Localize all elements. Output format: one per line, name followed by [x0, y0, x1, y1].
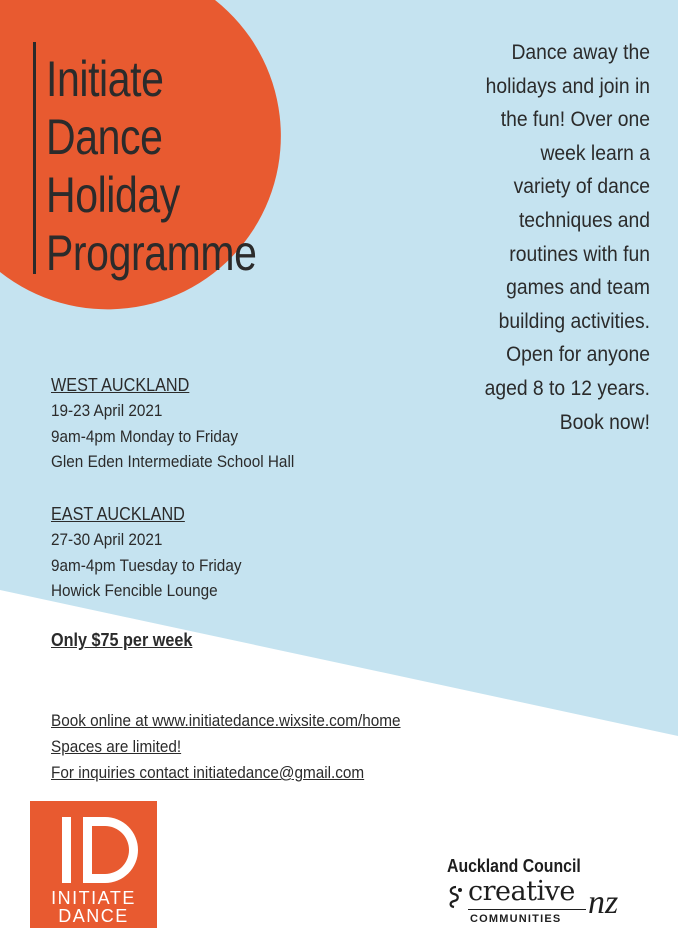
logo-text-line-1: INITIATE	[51, 888, 136, 908]
description-line: variety of dance	[513, 175, 650, 199]
title-accent-bar	[33, 42, 36, 274]
inquiries-email-link[interactable]: For inquiries contact initiatedance@gmail.com	[51, 763, 365, 782]
contact-info	[51, 708, 401, 786]
description-line: holidays and join in	[485, 74, 650, 98]
description-line: Dance away the	[511, 41, 650, 64]
description-line: techniques and	[518, 208, 650, 232]
west-dates: 19-23 April 2021	[51, 401, 163, 420]
east-auckland-section	[51, 501, 241, 604]
id-logo-mark	[50, 815, 140, 885]
description-line: building activities.	[498, 309, 650, 333]
east-venue: Howick Fencible Lounge	[51, 581, 218, 600]
title-line-1: Initiate	[46, 51, 164, 107]
title-line-4: Programme	[46, 225, 257, 281]
east-hours: 9am-4pm Tuesday to Friday	[51, 555, 242, 575]
east-heading: EAST AUCKLAND	[51, 504, 185, 524]
initiate-dance-logo	[30, 801, 157, 928]
description-line: games and team	[506, 276, 650, 300]
nz-wordmark: nz	[588, 884, 619, 921]
west-auckland-section	[51, 372, 294, 475]
description-line: aged 8 to 12 years.	[484, 376, 650, 400]
description-line: routines with fun	[509, 242, 650, 266]
logo-text-line-2: DANCE	[58, 906, 129, 926]
west-heading: WEST AUCKLAND	[51, 375, 190, 395]
swirl-icon	[446, 884, 466, 910]
creative-wordmark: creative	[468, 876, 575, 907]
title-line-3: Holiday	[46, 167, 180, 223]
west-hours: 9am-4pm Monday to Friday	[51, 426, 239, 446]
description-text	[420, 36, 650, 439]
west-venue: Glen Eden Intermediate School Hall	[51, 452, 295, 471]
spaces-limited-text: Spaces are limited!	[51, 737, 182, 756]
booking-link[interactable]: Book online at www.initiatedance.wixsite.com/home	[51, 711, 401, 730]
auckland-council-text: Auckland Council	[447, 856, 581, 876]
description-line: the fun! Over one	[500, 108, 650, 132]
description-line: week learn a	[540, 141, 650, 165]
description-line: Open for anyone	[506, 343, 650, 367]
title-line-2: Dance	[46, 109, 163, 165]
price-text: Only $75 per week	[51, 630, 193, 650]
communities-wordmark: COMMUNITIES	[470, 913, 562, 925]
wordmark-rule	[468, 909, 586, 910]
creative-nz-logo	[446, 876, 656, 930]
description-line: Book now!	[559, 410, 650, 434]
east-dates: 27-30 April 2021	[51, 530, 163, 549]
